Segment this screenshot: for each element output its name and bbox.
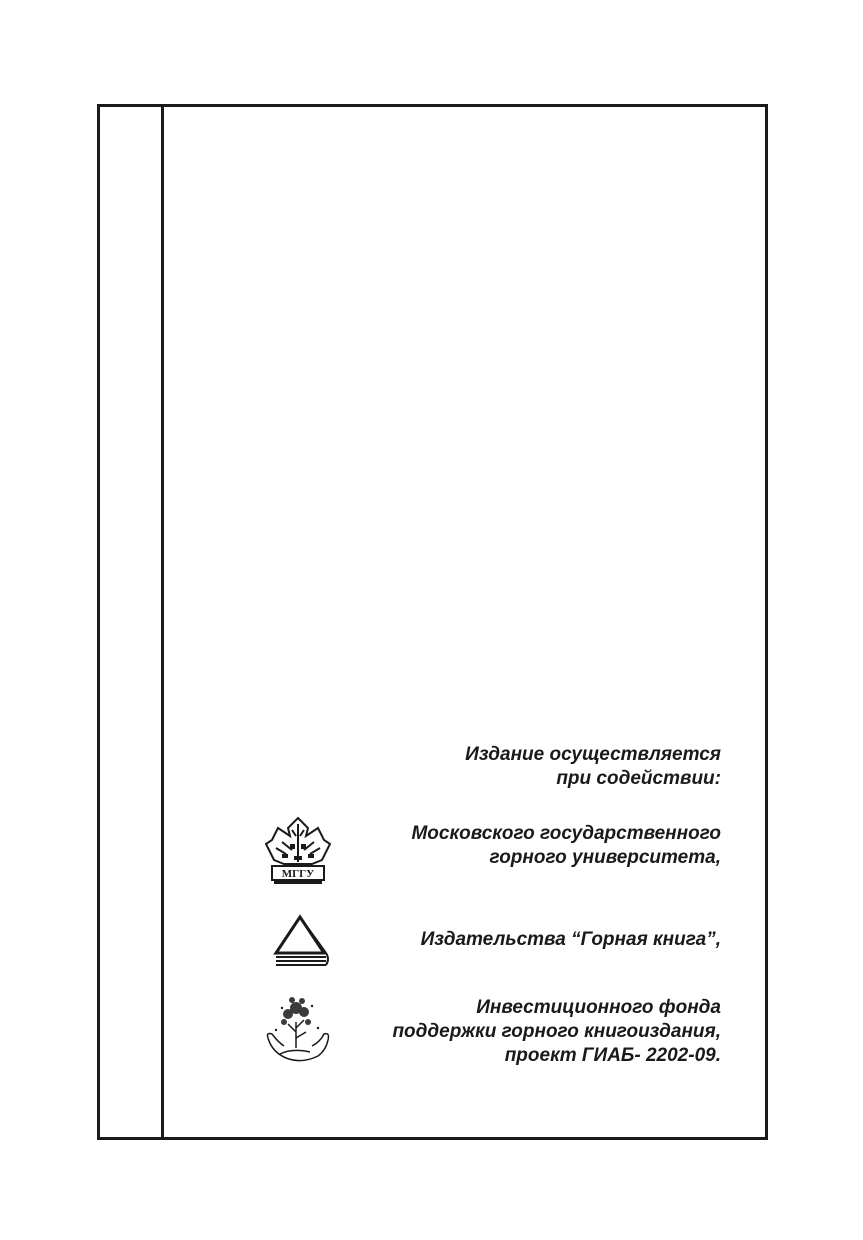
page-frame	[97, 104, 768, 1140]
sponsor-investment-fund-line-2: поддержки горного книгоиздания,	[392, 1021, 721, 1042]
sponsor-mggu-line-1: Московского государственного	[411, 823, 721, 844]
sponsor-investment-fund	[392, 996, 721, 1068]
sponsor-investment-fund-line-1: Инвестиционного фонда	[476, 997, 721, 1018]
heading-line-1: Издание осуществляется	[465, 744, 721, 765]
mggu-building-logo-icon	[262, 814, 334, 886]
sponsor-gornaya-kniga	[421, 928, 721, 952]
mggu-logo-text: МГГУ	[281, 868, 315, 880]
sponsor-mggu-line-2: горного университета,	[489, 847, 721, 868]
sponsor-gornaya-kniga-line-1: Издательства “Горная книга”,	[420, 929, 721, 950]
sponsor-investment-fund-line-3: проект ГИАБ- 2202-09.	[504, 1045, 721, 1066]
triangle-book-logo-icon	[272, 913, 330, 969]
spine-divider	[161, 104, 164, 1140]
sponsor-mggu	[411, 822, 721, 870]
hand-tree-logo-icon	[262, 992, 332, 1070]
publication-support-heading	[465, 743, 721, 791]
heading-line-2: при содействии:	[556, 768, 721, 789]
